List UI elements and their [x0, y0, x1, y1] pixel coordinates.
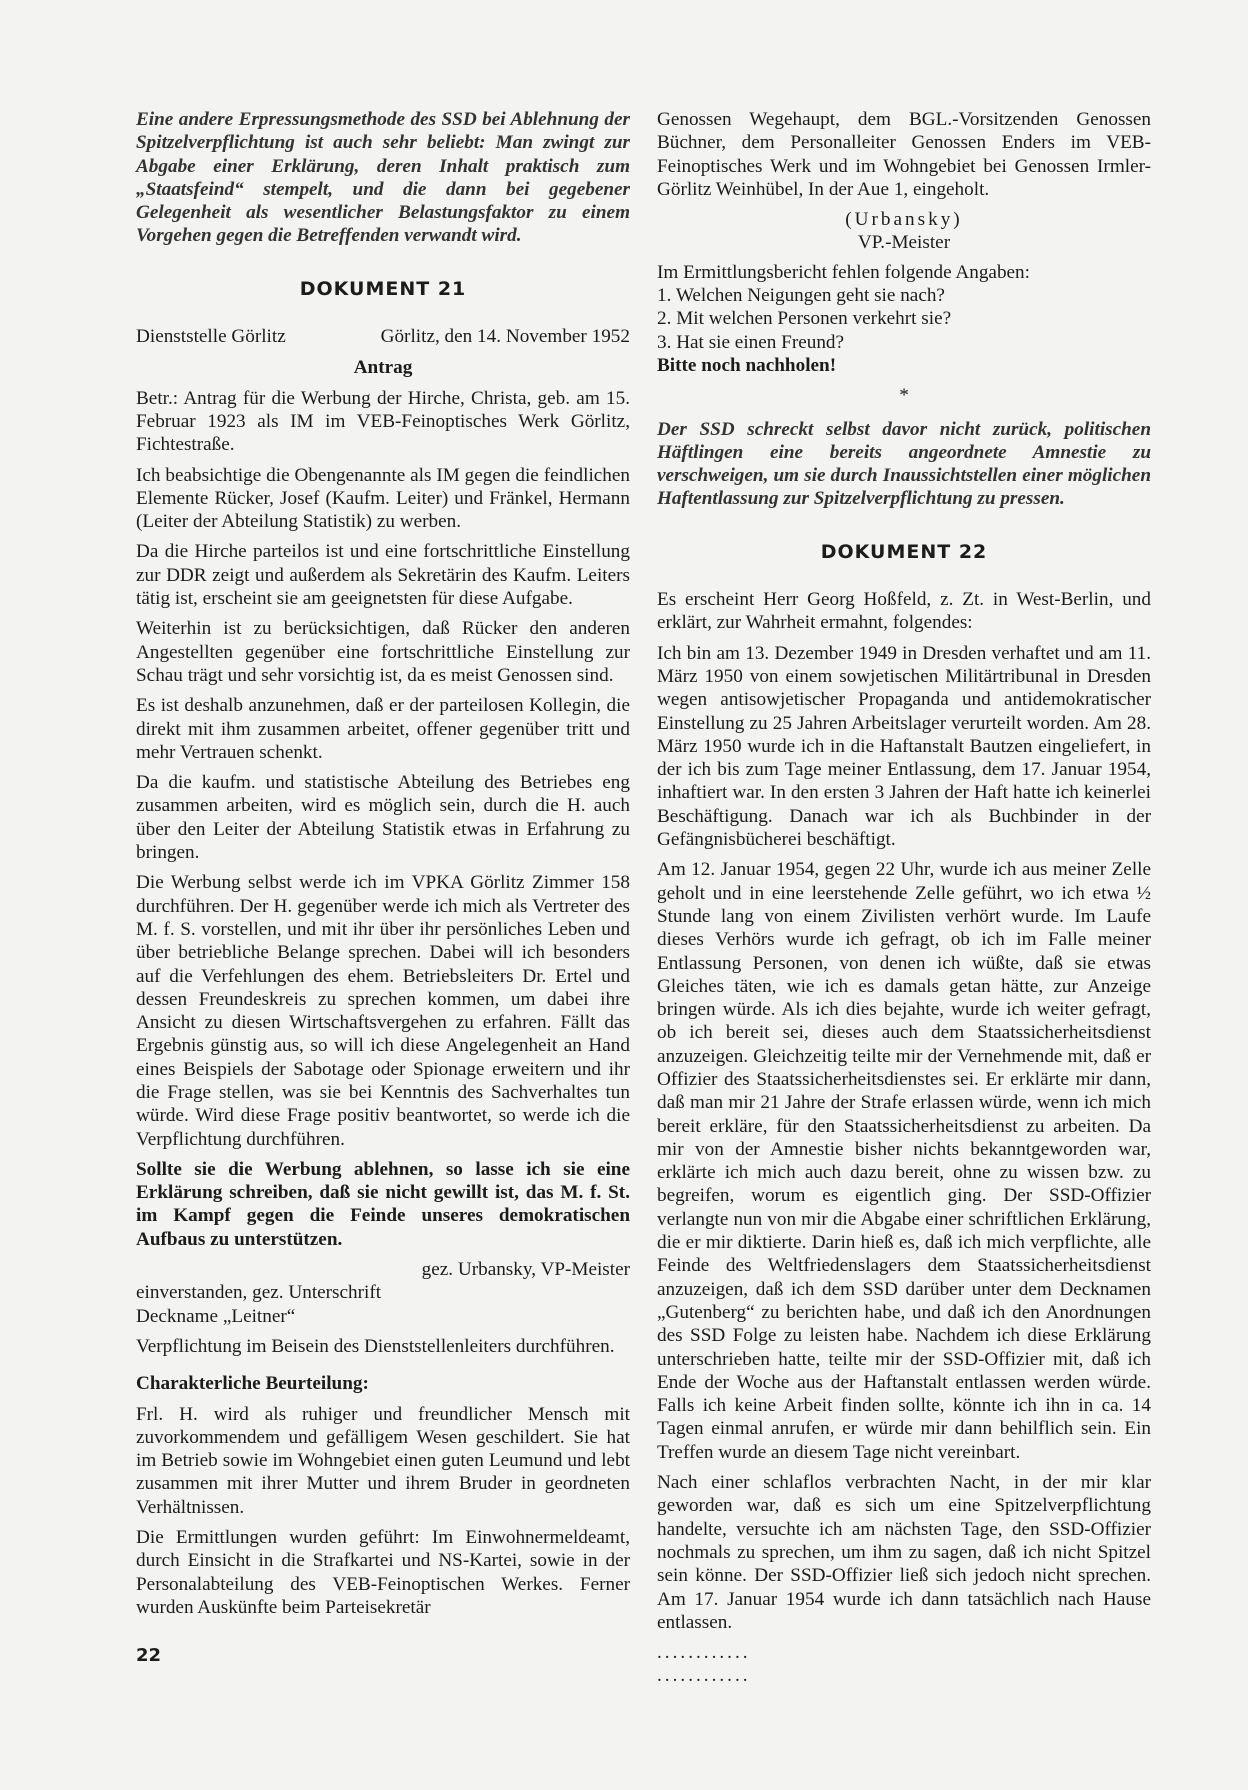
- paragraph: Frl. H. wird als ruhiger und freundlicher Mensch mit zuvorkommendem und gefälligem Wesen geschildert. Sie hat im Betrieb sowie im Wohngebiet einen guten Leumund und lebt zusammen mit ihrer Mutter und ihrem Bruder in geordneten Verhältnissen.: [136, 1403, 630, 1518]
- paragraph: Ich bin am 13. Dezember 1949 in Dresden verhaftet und am 11. März 1950 von einem sowjetischen Militärtribunal in Dresden wegen antisowjetischer Propaganda und antidemokratischer Einstellung zu 25 Jahren Arbeitslager verurteilt worden. Am 28. März 1950 wurde ich in die Haftanstalt Bautzen eingeliefert, in der ich bis zum Tage meiner Entlassung, dem 17. Januar 1954, inhaftiert war. In den ersten 3 Jahren der Haft hatte ich keinerlei Beschäftigung. Danach war ich als Buchbinder in der Gefängnisbücherei beschäftigt.: [657, 642, 1151, 851]
- betreff-paragraph: Betr.: Antrag für die Werbung der Hirche, Christa, geb. am 15. Februar 1923 als IM im VEB-Feinoptisches Werk Görlitz, Fichtestraße.: [136, 387, 630, 456]
- approval-line: einverstanden, gez. Unterschrift: [136, 1282, 382, 1304]
- cover-name: Deckname „Leitner“: [136, 1305, 296, 1327]
- office-date-row: [136, 325, 630, 348]
- page-number: 22: [136, 1645, 162, 1666]
- document-date: Görlitz, den 14. November 1952: [380, 326, 630, 348]
- missing-info-list: [657, 284, 1151, 354]
- document-21-title: DOKUMENT 21: [299, 277, 467, 300]
- paragraph: Die Werbung selbst werde ich im VPKA Görlitz Zimmer 158 durchführen. Der H. gegenüber werde ich mich als Vertreter des M. f. S. vorstellen, und mit ihr über ihr persönliches Leben und über betriebliche Belange sprechen. Dabei will ich besonders auf die Verfehlungen des ehem. Betriebsleiters Dr. Ertel und dessen Freundeskreis zu sprechen kommen, um dabei ihre Ansicht zu diesen Wirtschaftsvergehen zu erfahren. Fällt das Ergebnis günstig aus, so will ich diese Angelegenheit an Hand eines Beispiels der Sabotage oder Spionage erweitern und ihr die Frage stellen, was sie bei Kenntnis des Sachverhaltes tun würde. Wird diese Frage positiv beantwortet, so werde ich die Verpflichtung durchführen.: [136, 872, 630, 1150]
- ellipsis-line: ............: [657, 1642, 751, 1664]
- paragraph: Genossen Wegehaupt, dem BGL.-Vorsitzenden Genossen Büchner, dem Personalleiter Genossen Enders im VEB-Feinoptisches Werk und im Wohngebiet bei Genossen Irmler-Görlitz Weinhübel, In der Aue 1, eingeholt.: [657, 109, 1151, 200]
- character-heading: Charakterliche Beurteilung:: [136, 1373, 369, 1395]
- signature-name: (Urbansky): [845, 209, 963, 231]
- intro-commentary: Der SSD schreckt selbst davor nicht zurück, politischen Häftlingen eine bereits angeordnete Amnestie zu verschweigen, um sie durch Inaussichtstellen einer möglichen Haftentlassung zur Spitzelverpflichtung zu pressen.: [657, 418, 1151, 510]
- right-column: [657, 108, 1151, 1688]
- obligation-note: Verpflichtung im Beisein des Dienststellenleiters durchführen.: [136, 1335, 615, 1357]
- paragraph: Die Ermittlungen wurden geführt: Im Einwohnermeldeamt, durch Einsicht in die Strafkartei und NS-Kartei, sowie in der Personalabteilung des VEB-Feinoptischen Werkes. Ferner wurden Auskünfte beim Parteisekretär: [136, 1527, 630, 1618]
- paragraph: Ich beabsichtige die Obengenannte als IM gegen die feindlichen Elemente Rücker, Josef (Kaufm. Leiter) und Fränkel, Hermann (Leiter der Abteilung Statistik) zu werben.: [136, 464, 630, 533]
- ellipsis-line: ............: [657, 1665, 751, 1687]
- paragraph: Am 12. Januar 1954, gegen 22 Uhr, wurde ich aus meiner Zelle geholt und in eine leerstehende Zelle geführt, wo ich etwa ½ Stunde lang von einem Zivilisten verhört wurde. Im Laufe dieses Verhörs wurde ich gefragt, ob ich im Falle meiner Entlassung Personen, von denen ich wüßte, daß sie etwas Gleiches täten, wie ich es damals getan hätte, zur Anzeige bringen würde. Als ich dies bejahte, wurde ich weiter gefragt, ob ich bereit sei, dieses auch dem Staatssicherheitsdienst anzuzeigen. Gleichzeitig teilte mir der Vernehmende mit, daß er Offizier des Staatssicherheitsdienstes sei. Er erklärte mir dann, daß man mir 21 Jahre der Strafe erlassen würde, wenn ich mich bereit erkläre, für den Staatssicherheitsdienst zu arbeiten. Da mir von der Amnestie bisher nichts bekanntgeworden war, erklärte ich mich auch dazu bereit, ohne zu wissen bzw. zu begreifen, worum es eigentlich ging. Der SSD-Offizier verlangte nun von mir die Abgabe einer schriftlichen Erklärung, die er mir diktierte. Darin hieß es, daß ich mich verpflichte, alle Feinde des Weltfriedenslagers dem Staatssicherheitsdienst anzuzeigen, daß ich dem SSD darüber unter dem Decknamen „Gutenberg“ zu berichten habe, und daß ich den Anordnungen des SSD Folge zu leisten habe. Nachdem ich diese Erklärung unterschrieben hatte, teilte mir der SSD-Offizier mit, daß ich Ende der Woche aus der Haftanstalt entlassen werden würde. Falls ich keine Arbeit finden sollte, könnte ich ihn in ca. 14 Tagen einmal anrufen, er würde mir dann behilflich sein. Ein Treffen wurde an diesem Tage nicht vereinbart.: [657, 859, 1151, 1463]
- list-item: 2. Mit welchen Personen verkehrt sie?: [657, 308, 952, 330]
- paragraph: Weiterhin ist zu berücksichtigen, daß Rücker den anderen Angestellten gegenüber eine fortschrittliche Einstellung zur Schau trägt und sehr vorsichtig ist, da es meist Genossen sind.: [136, 618, 630, 686]
- signature-rank: VP.-Meister: [857, 232, 951, 254]
- paragraph-bold: Sollte sie die Werbung ablehnen, so lasse ich sie eine Erklärung schreiben, daß sie nicht gewillt ist, das M. f. St. im Kampf gegen die Feinde unseres demokratischen Aufbaus zu unterstützen.: [136, 1158, 630, 1250]
- paragraph: Da die kaufm. und statistische Abteilung des Betriebes eng zusammen arbeiten, wird es möglich sein, durch die H. auch über den Leiter der Abteilung Statistik etwas in Erfahrung zu bringen.: [136, 772, 630, 864]
- missing-info-heading: Im Ermittlungsbericht fehlen folgende Angaben:: [657, 261, 1030, 283]
- office-label: Dienststelle Görlitz: [136, 326, 286, 348]
- separator-star: *: [899, 385, 909, 407]
- document-22-title: DOKUMENT 22: [820, 540, 988, 563]
- paragraph: Nach einer schlaflos verbrachten Nacht, in der mir klar geworden war, daß es sich um eine Spitzelverpflichtung handelte, versuchte ich am nächsten Tage, den SSD-Offizier nochmals zu sprechen, um ihm zu sagen, daß ich nicht Spitzel sein könne. Der SSD-Offizier ließ sich jedoch nicht sprechen. Am 17. Januar 1954 wurde ich dann tatsächlich nach Hause entlassen.: [657, 1472, 1151, 1633]
- list-item: 1. Welchen Neigungen geht sie nach?: [657, 285, 945, 307]
- signature: gez. Urbansky, VP-Meister: [421, 1259, 630, 1281]
- antrag-heading: Antrag: [353, 357, 413, 379]
- paragraph: Es erscheint Herr Georg Hoßfeld, z. Zt. in West-Berlin, und erklärt, zur Wahrheit ermahnt, folgendes:: [657, 589, 1151, 634]
- list-item: 3. Hat sie einen Freund?: [657, 331, 845, 353]
- paragraph: Es ist deshalb anzunehmen, daß er der parteilosen Kollegin, die direkt mit ihm zusammen arbeitet, offener gegenüber tritt und mehr Vertrauen schenkt.: [136, 695, 630, 763]
- paragraph: Da die Hirche parteilos ist und eine fortschrittliche Einstellung zur DDR zeigt und außerdem als Sekretärin des Kaufm. Leiters tätig ist, erscheint sie am geeignetsten für diese Aufgabe.: [136, 541, 630, 610]
- request-note: Bitte noch nachholen!: [657, 354, 837, 376]
- intro-commentary: Eine andere Erpressungsmethode des SSD bei Ablehnung der Spitzelverpflichtung ist auch sehr beliebt: Man zwingt zur Abgabe einer Erklärung, deren Inhalt praktisch zum „Staatsfeind“ stempelt, und die dann bei gegebener Gelegenheit als wesentlicher Belastungsfaktor zu einem Vorgehen gegen die Betreffenden verwandt wird.: [136, 109, 630, 247]
- left-column: [136, 108, 630, 1626]
